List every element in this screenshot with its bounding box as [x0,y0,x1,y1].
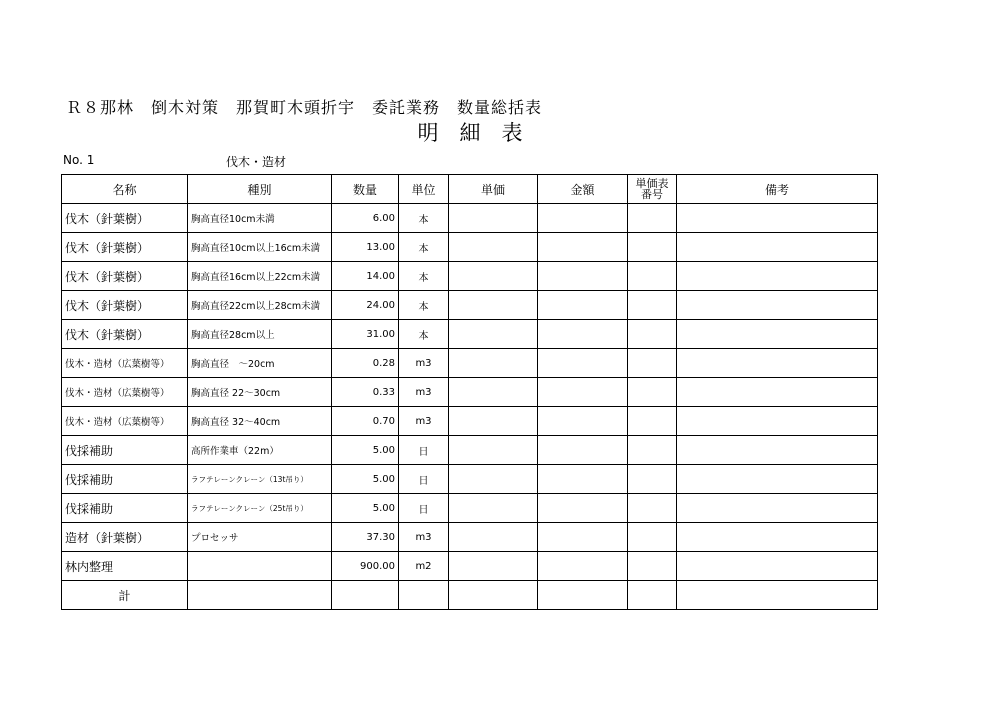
row-ref [628,291,677,320]
row-unit: 本 [399,320,449,349]
total-price [449,581,538,610]
row-kind: 胸高直径 32～40cm [188,407,332,436]
row-unit: 本 [399,204,449,233]
row-kind: 胸高直径10cm未満 [188,204,332,233]
row-ref [628,436,677,465]
row-price [449,552,538,581]
row-remarks [677,407,878,436]
row-remarks [677,233,878,262]
row-unit: 日 [399,494,449,523]
column-header-ref-line2: 番号 [641,188,663,201]
row-ref [628,465,677,494]
row-ref [628,494,677,523]
row-remarks [677,378,878,407]
row-name: 伐木・造材（広葉樹等） [62,378,188,407]
row-amount [538,465,628,494]
row-ref [628,262,677,291]
row-amount [538,233,628,262]
row-unit: 日 [399,436,449,465]
row-unit: 本 [399,262,449,291]
row-qty: 6.00 [332,204,399,233]
row-ref [628,407,677,436]
header-row [62,175,878,204]
table-row [62,552,878,581]
row-kind: ラフテレーンクレーン（25t吊り） [188,494,332,523]
column-header-ref-line1: 単価表 [635,177,669,190]
table-row [62,378,878,407]
total-row [62,581,878,610]
row-unit: 日 [399,465,449,494]
row-amount [538,262,628,291]
row-unit: 本 [399,233,449,262]
row-remarks [677,552,878,581]
row-amount [538,291,628,320]
table-body [62,204,878,610]
row-kind: プロセッサ [188,523,332,552]
row-name: 造材（針葉樹） [62,523,188,552]
row-remarks [677,436,878,465]
row-qty: 0.33 [332,378,399,407]
row-price [449,204,538,233]
row-qty: 900.00 [332,552,399,581]
row-name: 林内整理 [62,552,188,581]
page-number: No. 1 [63,153,95,167]
column-header-price: 単価 [449,175,538,204]
row-qty: 24.00 [332,291,399,320]
row-ref [628,233,677,262]
row-name: 伐木（針葉樹） [62,204,188,233]
row-kind [188,552,332,581]
row-kind: 胸高直径 ～20cm [188,349,332,378]
table-row [62,291,878,320]
row-unit: m3 [399,407,449,436]
row-unit: 本 [399,291,449,320]
row-amount [538,436,628,465]
table-row [62,349,878,378]
row-amount [538,552,628,581]
row-amount [538,407,628,436]
row-remarks [677,349,878,378]
column-header-kind: 種別 [188,175,332,204]
row-remarks [677,204,878,233]
row-qty: 5.00 [332,494,399,523]
row-remarks [677,523,878,552]
table-row [62,233,878,262]
row-price [449,494,538,523]
total-amount [538,581,628,610]
row-price [449,262,538,291]
total-remarks [677,581,878,610]
row-kind: 高所作業車（22m） [188,436,332,465]
row-remarks [677,291,878,320]
row-remarks [677,494,878,523]
row-kind: ラフテレーンクレーン（13t吊り） [188,465,332,494]
column-header-amount: 金額 [538,175,628,204]
row-price [449,349,538,378]
row-price [449,291,538,320]
table-row [62,204,878,233]
row-qty: 5.00 [332,465,399,494]
total-qty [332,581,399,610]
document-title: Ｒ８那林 倒木対策 那賀町木頭折宇 委託業務 数量総括表 [66,98,543,117]
row-ref [628,552,677,581]
table-row [62,465,878,494]
row-ref [628,523,677,552]
row-name: 伐採補助 [62,465,188,494]
row-qty: 0.70 [332,407,399,436]
column-header-name: 名称 [62,175,188,204]
column-header-ref [628,175,677,204]
column-header-unit: 単位 [399,175,449,204]
table-row [62,407,878,436]
row-price [449,407,538,436]
table-row [62,523,878,552]
row-name: 伐木（針葉樹） [62,262,188,291]
row-price [449,233,538,262]
row-qty: 5.00 [332,436,399,465]
detail-table [61,174,878,610]
row-unit: m3 [399,349,449,378]
row-price [449,320,538,349]
document-subtitle: 明 細 表 [417,121,523,145]
row-price [449,465,538,494]
row-name: 伐採補助 [62,436,188,465]
row-qty: 37.30 [332,523,399,552]
row-amount [538,204,628,233]
row-remarks [677,262,878,291]
total-ref [628,581,677,610]
row-price [449,378,538,407]
row-ref [628,320,677,349]
row-qty: 0.28 [332,349,399,378]
table-row [62,262,878,291]
row-ref [628,349,677,378]
row-kind: 胸高直径22cm以上28cm未満 [188,291,332,320]
row-name: 伐木（針葉樹） [62,291,188,320]
table-row [62,436,878,465]
row-unit: m3 [399,378,449,407]
row-price [449,436,538,465]
row-remarks [677,320,878,349]
row-amount [538,349,628,378]
table-row [62,320,878,349]
row-qty: 14.00 [332,262,399,291]
column-header-qty: 数量 [332,175,399,204]
row-kind: 胸高直径16cm以上22cm未満 [188,262,332,291]
table-row [62,494,878,523]
row-name: 伐木・造材（広葉樹等） [62,349,188,378]
row-kind: 胸高直径10cm以上16cm未満 [188,233,332,262]
row-amount [538,494,628,523]
total-unit [399,581,449,610]
row-amount [538,320,628,349]
row-name: 伐木（針葉樹） [62,320,188,349]
row-amount [538,378,628,407]
row-unit: m3 [399,523,449,552]
row-qty: 31.00 [332,320,399,349]
total-label: 計 [62,581,188,610]
row-ref [628,204,677,233]
column-header-remarks: 備考 [677,175,878,204]
row-name: 伐採補助 [62,494,188,523]
row-kind: 胸高直径28cm以上 [188,320,332,349]
row-price [449,523,538,552]
row-name: 伐木・造材（広葉樹等） [62,407,188,436]
row-qty: 13.00 [332,233,399,262]
row-amount [538,523,628,552]
row-remarks [677,465,878,494]
row-name: 伐木（針葉樹） [62,233,188,262]
row-ref [628,378,677,407]
row-kind: 胸高直径 22～30cm [188,378,332,407]
row-unit: m2 [399,552,449,581]
total-kind [188,581,332,610]
section-label: 伐木・造材 [226,155,287,169]
